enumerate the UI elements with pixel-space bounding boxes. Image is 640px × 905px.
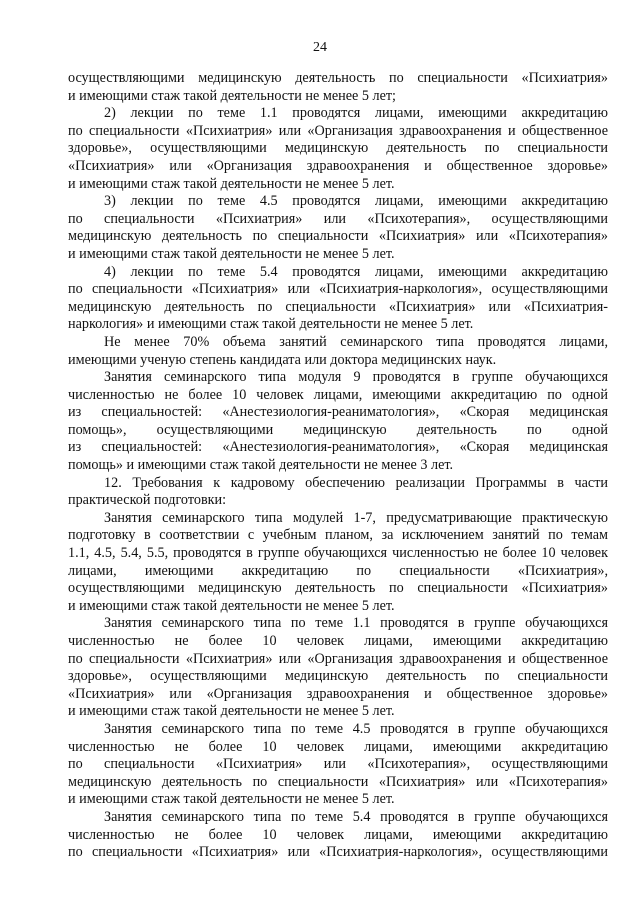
text-line: 3) лекции по теме 4.5 проводятся лицами, имеющими аккредитацию (104, 193, 608, 210)
page-number: 24 (313, 40, 327, 55)
text-line: и имеющими стаж такой деятельности не менее 5 лет; (68, 87, 397, 104)
text-line: и имеющими стаж такой деятельности не менее 5 лет. (68, 597, 395, 614)
text-line: наркология» и имеющими стаж такой деятельности не менее 5 лет. (68, 316, 474, 333)
text-line: подготовку в соответствии с учебным планом, за исключением занятий по темам (68, 527, 608, 544)
text-line: по специальности «Психиатрия» или «Психотерапия», осуществляющими (68, 210, 608, 227)
text-line: численностью не более 10 человек лицами, имеющими аккредитацию (68, 738, 608, 755)
text-line: имеющими ученую степень кандидата или доктора медицинских наук. (68, 351, 497, 368)
text-line: Занятия семинарского типа по теме 5.4 проводятся в группе обучающихся (104, 808, 608, 825)
text-line: по специальности «Психиатрия» или «Организация здравоохранения и общественное (68, 122, 608, 139)
text-line: 1.1, 4.5, 5.4, 5.5, проводятся в группе обучающихся численностью не более 10 человек (68, 545, 608, 562)
text-line: «Психиатрия» или «Организация здравоохранения и общественное здоровье» (68, 157, 608, 174)
text-line: практической подготовки: (68, 492, 227, 509)
text-line: и имеющими стаж такой деятельности не менее 5 лет. (68, 703, 395, 720)
text-line: помощь», осуществляющими медицинскую деятельность по одной (68, 421, 608, 438)
text-line: Занятия семинарского типа модуля 9 проводятся в группе обучающихся (104, 369, 608, 386)
text-line: здоровье», осуществляющими медицинскую деятельность по специальности (68, 668, 608, 685)
text-line: здоровье», осуществляющими медицинскую деятельность по специальности (68, 140, 608, 157)
text-line: 2) лекции по теме 1.1 проводятся лицами, имеющими аккредитацию (104, 105, 608, 122)
text-line: по специальности «Психиатрия» или «Психотерапия», осуществляющими (68, 756, 608, 773)
text-line: осуществляющими медицинскую деятельность по специальности «Психиатрия» (68, 580, 608, 597)
text-line: из специальностей: «Анестезиология-реаниматология», «Скорая медицинская (68, 439, 608, 456)
text-line: «Психиатрия» или «Организация здравоохранения и общественное здоровье» (68, 685, 608, 702)
text-line: по специальности «Психиатрия» или «Организация здравоохранения и общественное (68, 650, 608, 667)
text-line: Занятия семинарского типа по теме 1.1 проводятся в группе обучающихся (104, 615, 608, 632)
text-line: по специальности «Психиатрия» или «Психиатрия-наркология», осуществляющими (68, 844, 608, 861)
text-line: лицами, имеющими аккредитацию по специальности «Психиатрия», (68, 562, 608, 579)
text-line: из специальностей: «Анестезиология-реаниматология», «Скорая медицинская (68, 404, 608, 421)
text-line: по специальности «Психиатрия» или «Психиатрия-наркология», осуществляющими (68, 281, 608, 298)
text-line: Не менее 70% объема занятий семинарского типа проводятся лицами, (104, 333, 608, 350)
text-line: Занятия семинарского типа модулей 1-7, предусматривающие практическую (104, 509, 608, 526)
text-line: медицинскую деятельность по специальности «Психиатрия» или «Психиатрия- (68, 298, 608, 315)
text-line: численностью не более 10 человек лицами, имеющими аккредитацию (68, 826, 608, 843)
text-line: помощь» и имеющими стаж такой деятельности не менее 3 лет. (68, 457, 454, 474)
text-line: и имеющими стаж такой деятельности не менее 5 лет. (68, 245, 395, 262)
text-line: и имеющими стаж такой деятельности не менее 5 лет. (68, 175, 395, 192)
text-line: осуществляющими медицинскую деятельность по специальности «Психиатрия» (68, 70, 608, 86)
text-line: и имеющими стаж такой деятельности не менее 5 лет. (68, 791, 395, 808)
text-line: медицинскую деятельность по специальности «Психиатрия» или «Психотерапия» (68, 228, 608, 245)
text-line: 4) лекции по теме 5.4 проводятся лицами, имеющими аккредитацию (104, 263, 608, 280)
text-line: численностью не более 10 человек лицами, имеющими аккредитацию по одной (68, 386, 608, 403)
text-line: численностью не более 10 человек лицами, имеющими аккредитацию (68, 633, 608, 649)
text-line: 12. Требования к кадровому обеспечению реализации Программы в части (104, 474, 608, 491)
text-line: медицинскую деятельность по специальности «Психиатрия» или «Психотерапия» (68, 773, 608, 790)
text-line: Занятия семинарского типа по теме 4.5 проводятся в группе обучающихся (104, 720, 608, 737)
document-body (68, 70, 608, 862)
